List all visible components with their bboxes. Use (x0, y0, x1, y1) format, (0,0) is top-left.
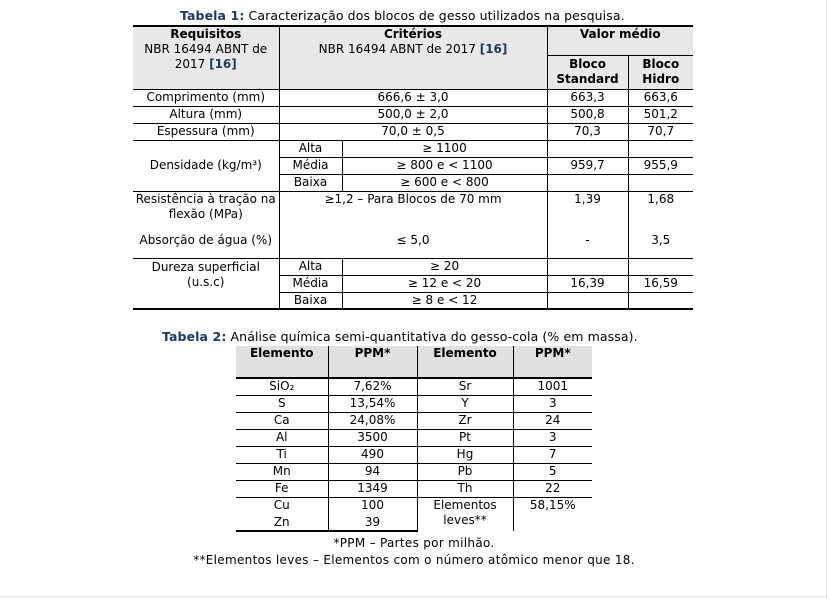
row-espessura-hidro: 70,7 (628, 123, 693, 140)
t2-header-ppm-1: PPM* (328, 346, 417, 378)
t2-header-ppm-2: PPM* (513, 346, 592, 378)
row-comprimento-req: Comprimento (mm) (133, 89, 279, 106)
row-dureza-baixa-val: ≥ 8 e < 12 (342, 292, 547, 309)
row-comprimento-hidro: 663,6 (628, 89, 693, 106)
row-dureza-req: Dureza superficial (u.s.c) (133, 258, 279, 309)
row-densidade-alta-std (547, 140, 628, 157)
table2 (236, 346, 592, 532)
t2-cell: 3500 (328, 429, 417, 446)
row-resistencia-crit: ≥1,2 – Para Blocos de 70 mm (279, 191, 547, 223)
row-densidade-baixa-lbl: Baixa (279, 174, 342, 191)
t2-cell: Hg (417, 446, 513, 463)
table2-caption-text: Análise química semi-quantitativa do gesso-cola (% em massa). (226, 329, 638, 344)
t2-cell: Al (236, 429, 328, 446)
t2-cell: 3 (513, 395, 592, 412)
row-dureza-std: 16,39 (547, 275, 628, 292)
row-resistencia-std: 1,39 (547, 191, 628, 223)
t2-cell: 5 (513, 463, 592, 480)
header-criterios-ref: [16] (479, 42, 508, 56)
row-dureza-media-lbl: Média (279, 275, 342, 292)
t2-cell: 39 (328, 514, 417, 531)
row-altura-req: Altura (mm) (133, 106, 279, 123)
t2-cell: 58,15% (529, 497, 576, 512)
t2-cell: 24,08% (328, 412, 417, 429)
header-requisitos-title: Requisitos (170, 27, 242, 41)
frame-border-right (826, 0, 827, 599)
row-dureza-alta-lbl: Alta (279, 258, 342, 275)
t2-cell: 13,54% (328, 395, 417, 412)
frame-border-bottom (0, 596, 828, 597)
t2-header-elemento-1: Elemento (236, 346, 328, 378)
t2-cell: 1001 (513, 378, 592, 395)
row-densidade-alta-lbl: Alta (279, 140, 342, 157)
row-dureza-alta-hidro (628, 258, 693, 275)
table1 (133, 25, 693, 310)
header-requisitos-ref: [16] (209, 57, 237, 71)
header-bloco-standard: Bloco Standard (547, 55, 628, 89)
row-altura-std: 500,8 (547, 106, 628, 123)
row-dureza-alta-std (547, 258, 628, 275)
row-dureza-alta-val: ≥ 20 (342, 258, 547, 275)
t2-cell: 490 (328, 446, 417, 463)
row-densidade-media-lbl: Média (279, 157, 342, 174)
t2-cell: Th (417, 480, 513, 497)
row-dureza-baixa-hidro (628, 292, 693, 309)
table-row (236, 480, 592, 497)
header-criterios-sub: NBR 16494 ABNT de 2017 (318, 42, 476, 56)
t2-cell: Fe (236, 480, 328, 497)
t2-cell: 22 (513, 480, 592, 497)
t2-cell: 3 (513, 429, 592, 446)
table1-caption (180, 8, 625, 23)
header-requisitos (133, 26, 279, 89)
row-dureza-hidro: 16,59 (628, 275, 693, 292)
t2-cell: 7 (513, 446, 592, 463)
table1-caption-label: Tabela 1: (180, 8, 245, 23)
table-row (236, 395, 592, 412)
row-espessura-req: Espessura (mm) (133, 123, 279, 140)
table2-caption (162, 329, 638, 344)
t2-cell: 7,62% (328, 378, 417, 395)
t2-cell: Zr (417, 412, 513, 429)
table1-caption-text: Caracterização dos blocos de gesso utilizados na pesquisa. (244, 8, 625, 23)
row-densidade-hidro: 955,9 (628, 157, 693, 174)
t2-cell: S (236, 395, 328, 412)
row-absorcao-std: - (547, 223, 628, 258)
row-dureza-baixa-std (547, 292, 628, 309)
row-densidade-baixa-hidro (628, 174, 693, 191)
row-comprimento-crit: 666,6 ± 3,0 (279, 89, 547, 106)
row-densidade-std: 959,7 (547, 157, 628, 174)
row-dureza-baixa-lbl: Baixa (279, 292, 342, 309)
row-resistencia-hidro: 1,68 (628, 191, 693, 223)
table-row (236, 429, 592, 446)
row-comprimento-std: 663,3 (547, 89, 628, 106)
table-row (236, 378, 592, 395)
header-valor-medio: Valor médio (547, 26, 693, 55)
t2-cell: Pb (417, 463, 513, 480)
t2-cell: Elementos leves** (417, 497, 513, 531)
footnote-ppm: *PPM – Partes por milhão. (333, 536, 495, 550)
t2-cell: Pt (417, 429, 513, 446)
table-row (236, 446, 592, 463)
row-densidade-media-val: ≥ 800 e < 1100 (342, 157, 547, 174)
t2-cell: Sr (417, 378, 513, 395)
t2-cell: Zn (236, 514, 328, 531)
row-densidade-baixa-std (547, 174, 628, 191)
table-row (236, 497, 592, 514)
t2-cell: SiO₂ (236, 378, 328, 395)
row-absorcao-req: Absorção de água (%) (139, 232, 273, 247)
row-dureza-media-val: ≥ 12 e < 20 (342, 275, 547, 292)
row-espessura-crit: 70,0 ± 0,5 (279, 123, 547, 140)
t2-cell: Ca (236, 412, 328, 429)
row-espessura-std: 70,3 (547, 123, 628, 140)
t2-cell: Cu (236, 497, 328, 514)
table-row (236, 463, 592, 480)
row-absorcao-hidro: 3,5 (628, 223, 693, 258)
t2-header-elemento-2: Elemento (417, 346, 513, 378)
row-densidade-alta-hidro (628, 140, 693, 157)
row-altura-crit: 500,0 ± 2,0 (279, 106, 547, 123)
header-criterios (279, 26, 547, 89)
t2-cell: Y (417, 395, 513, 412)
t2-cell: 1349 (328, 480, 417, 497)
header-criterios-title: Critérios (383, 27, 443, 41)
row-densidade-req: Densidade (kg/m³) (133, 140, 279, 191)
t2-cell: Ti (236, 446, 328, 463)
footnote-elementos-leves: **Elementos leves – Elementos com o número atômico menor que 18. (193, 553, 635, 567)
t2-cell: 24 (513, 412, 592, 429)
table-row (236, 412, 592, 429)
row-resistencia-req: Resistência à tração na flexão (MPa) (133, 191, 279, 223)
header-bloco-hidro: Bloco Hidro (628, 55, 693, 89)
row-densidade-baixa-val: ≥ 600 e < 800 (342, 174, 547, 191)
table2-caption-label: Tabela 2: (162, 329, 227, 344)
t2-cell: 100 (328, 497, 417, 514)
row-altura-hidro: 501,2 (628, 106, 693, 123)
t2-cell: Mn (236, 463, 328, 480)
header-requisitos-sub: NBR 16494 ABNT de 2017 (144, 42, 268, 71)
t2-cell: 94 (328, 463, 417, 480)
row-densidade-alta-val: ≥ 1100 (342, 140, 547, 157)
row-absorcao-crit: ≤ 5,0 (279, 223, 547, 258)
